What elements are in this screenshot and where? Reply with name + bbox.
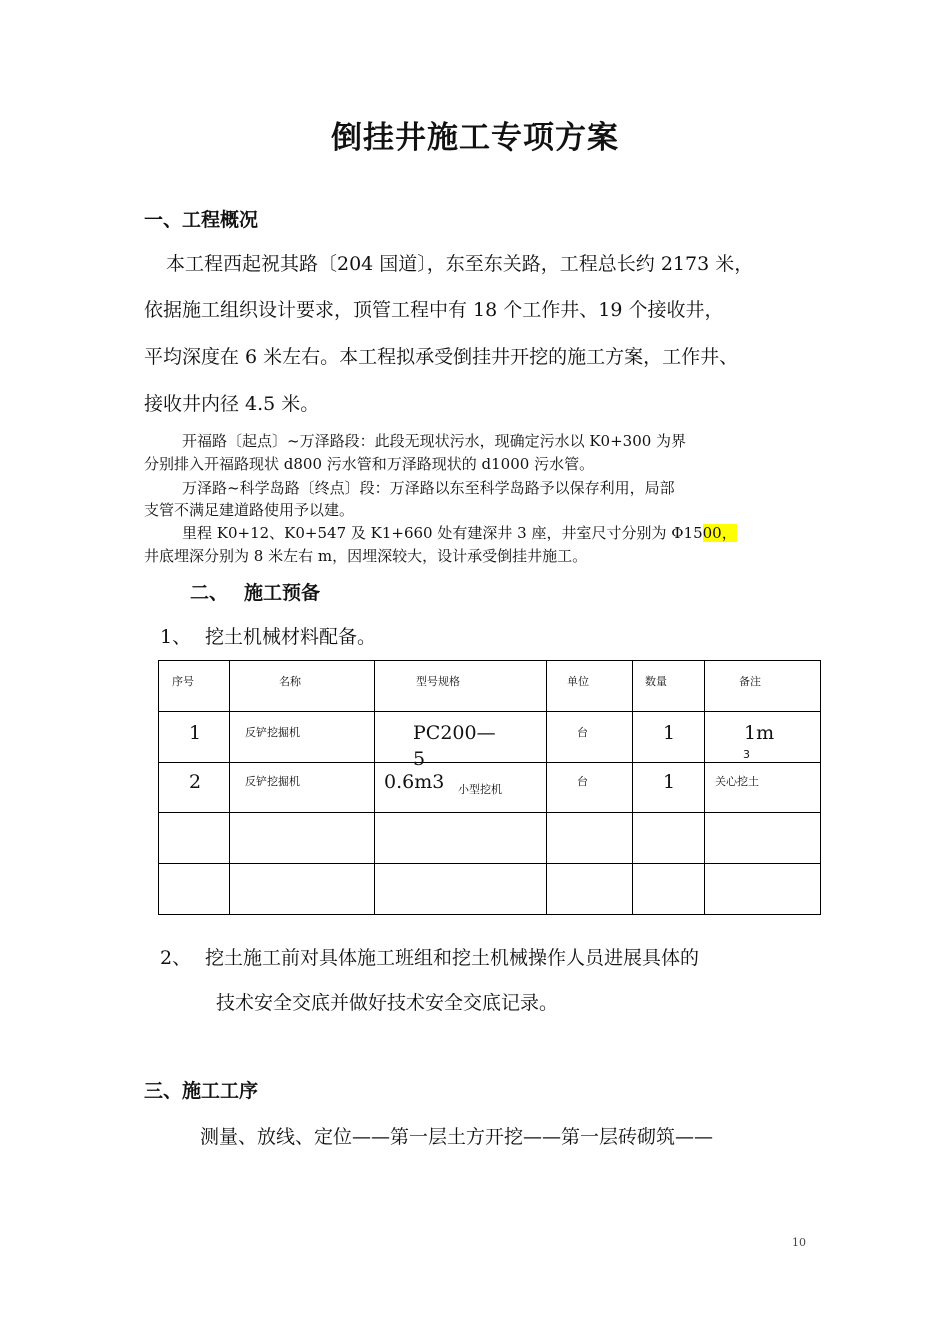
page-number: 10 — [792, 1236, 806, 1249]
row-model-note: 小型挖机 — [458, 783, 502, 796]
section1-para-line-2: 依据施工组织设计要求，顶管工程中有 18 个工作井、19 个接收井， — [144, 299, 724, 321]
header-cell: 序号 — [172, 675, 194, 688]
page-title: 倒挂井施工专项方案 — [331, 120, 619, 156]
section1-small-line-4: 支管不满足建道路使用予以建。 — [144, 501, 355, 519]
header-cell: 名称 — [279, 675, 301, 688]
section1-small-line-5 — [182, 522, 737, 543]
section2-heading-num: 二、 — [190, 582, 229, 604]
header-cell: 备注 — [739, 675, 761, 688]
header-cell: 单位 — [567, 675, 589, 688]
row-note: 关心挖土 — [715, 775, 759, 788]
section1-heading: 一、工程概况 — [144, 209, 259, 231]
item2-num: 2、 — [160, 947, 192, 969]
equipment-table — [158, 660, 821, 915]
table-row — [159, 864, 821, 915]
row-model: 0.6m3 — [384, 771, 445, 793]
item2-text: 挖土施工前对具体施工班组和挖土机械操作人员进展具体的 — [205, 947, 700, 969]
row-unit: 台 — [577, 726, 588, 739]
section1-para-line-1: 本工程西起祝其路〔204 国道〕，东至东关路，工程总长约 2173 米， — [166, 253, 754, 275]
row-number: 1 — [189, 722, 202, 744]
row-model: PC200— — [413, 722, 496, 744]
header-cell: 型号规格 — [416, 675, 460, 688]
section3-line: 测量、放线、定位——第一层土方开挖——第一层砖砌筑—— — [200, 1126, 714, 1148]
section3-heading: 三、施工工序 — [144, 1080, 259, 1102]
row-name: 反铲挖掘机 — [245, 726, 300, 739]
row-name: 反铲挖掘机 — [245, 775, 300, 788]
item1-num: 1、 — [160, 626, 192, 648]
small-line-5-text: 里程 K0+12、K0+547 及 K1+660 处有建深井 3 座，井室尺寸分别为 Φ15 — [182, 524, 703, 542]
table-row — [159, 712, 821, 763]
item1-text: 挖土机械材料配备。 — [205, 626, 377, 648]
item2-text-cont: 技术安全交底并做好技术安全交底记录。 — [216, 992, 559, 1014]
row-unit: 台 — [577, 775, 588, 788]
section1-small-line-3: 万泽路~科学岛路〔终点〕段：万泽路以东至科学岛路予以保存利用，局部 — [182, 479, 675, 497]
table-header-row — [159, 661, 821, 712]
row-note-sup: 3 — [743, 748, 750, 761]
section2-heading: 施工预备 — [244, 582, 321, 604]
row-number: 2 — [189, 771, 202, 793]
section1-para-line-4: 接收井内径 4.5 米。 — [144, 393, 320, 415]
section1-para-line-3: 平均深度在 6 米左右。本工程拟承受倒挂井开挖的施工方案，工作井、 — [144, 346, 739, 368]
highlighted-text: 00， — [702, 524, 737, 542]
section1-small-line-1: 开福路〔起点〕~万泽路段：此段无现状污水，现确定污水以 K0+300 为界 — [182, 432, 687, 450]
row-qty: 1 — [663, 771, 676, 793]
row-qty: 1 — [663, 722, 676, 744]
table-row — [159, 763, 821, 813]
row-note: 1m — [744, 722, 775, 744]
header-cell: 数量 — [645, 675, 667, 688]
row-model-cont: 5 — [413, 748, 426, 770]
section1-small-line-2: 分别排入开福路现状 d800 污水管和万泽路现状的 d1000 污水管。 — [144, 455, 595, 473]
section1-small-line-6: 井底埋深分别为 8 米左右 m，因埋深较大，设计承受倒挂井施工。 — [144, 547, 588, 565]
table-row — [159, 813, 821, 864]
